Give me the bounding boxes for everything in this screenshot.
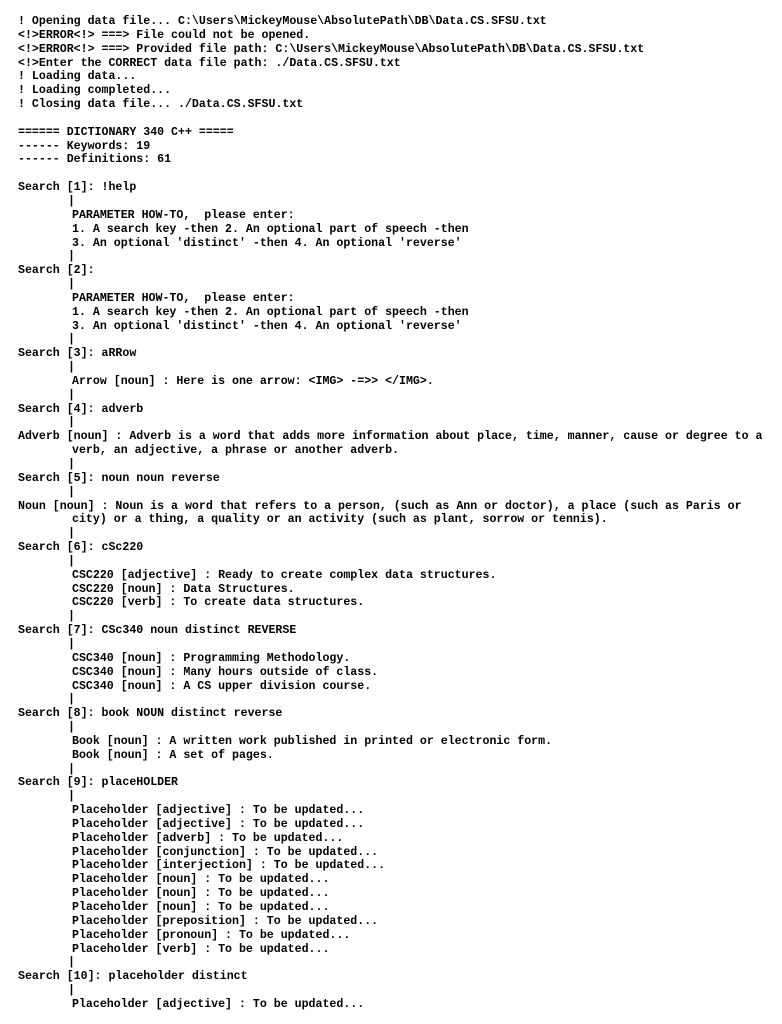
blank-line	[18, 167, 776, 181]
result-line-wrapped: Adverb [noun] : Adverb is a word that adds more information about place, time, manner, cause or degree to a verb, an adjective, a phrase or another adverb.	[18, 430, 770, 458]
terminal-line: ------ Definitions: 61	[18, 153, 172, 167]
terminal-line: Search [3]: aRRow	[18, 347, 137, 361]
terminal-line: <!>ERROR<!> ===> File could not be opened.	[18, 28, 311, 42]
terminal-line: <!>ERROR<!> ===> Provided file path: C:\Users\MickeyMouse\AbsolutePath\DB\Data.CS.SFSU.txt	[18, 42, 645, 56]
result-line: Book [noun] : A set of pages.	[72, 748, 274, 762]
pipe-marker: |	[68, 610, 75, 624]
result-line: Placeholder [interjection] : To be updated...	[72, 859, 386, 873]
result-line: CSC220 [adjective] : Ready to create complex data structures.	[72, 568, 497, 582]
pipe-marker: |	[68, 416, 75, 430]
terminal-line: <!>Enter the CORRECT data file path: ./Data.CS.SFSU.txt	[18, 56, 401, 70]
result-line: 1. A search key -then 2. An optional part of speech -then	[72, 222, 469, 236]
pipe-marker: |	[68, 361, 75, 375]
pipe-marker: |	[68, 984, 75, 998]
result-line: 3. An optional 'distinct' -then 4. An optional 'reverse'	[72, 319, 462, 333]
result-line: CSC220 [verb] : To create data structures.	[72, 596, 365, 610]
terminal-line: Search [8]: book NOUN distinct reverse	[18, 707, 283, 721]
pipe-marker: |	[68, 250, 75, 264]
pipe-marker: |	[68, 554, 75, 568]
result-line: Placeholder [preposition] : To be updated...	[72, 914, 379, 928]
result-line: 1. A search key -then 2. An optional part of speech -then	[72, 305, 469, 319]
result-line: CSC220 [noun] : Data Structures.	[72, 582, 295, 596]
pipe-marker: |	[68, 956, 75, 970]
pipe-marker: |	[68, 721, 75, 735]
result-line: CSC340 [noun] : A CS upper division course.	[72, 679, 372, 693]
pipe-marker: |	[68, 388, 75, 402]
result-line: PARAMETER HOW-TO, please enter:	[72, 291, 295, 305]
terminal-line: ! Opening data file... C:\Users\MickeyMouse\AbsolutePath\DB\Data.CS.SFSU.txt	[18, 15, 547, 28]
result-line: Book [noun] : A written work published in printed or electronic form.	[72, 734, 553, 748]
pipe-marker: |	[68, 485, 75, 499]
terminal-line: ! Loading completed...	[18, 84, 172, 98]
result-line-wrapped: Noun [noun] : Noun is a word that refers to a person, (such as Ann or doctor), a place (such as Paris or city) or a thing, a quality or an activity (such as plant, sorrow or tennis).	[18, 499, 749, 527]
terminal-line: ! Loading data...	[18, 70, 137, 84]
pipe-marker: |	[68, 693, 75, 707]
terminal-line: Search [9]: placeHOLDER	[18, 776, 179, 790]
terminal-line: Search [2]:	[18, 264, 95, 278]
pipe-marker: |	[68, 278, 75, 292]
pipe-marker: |	[68, 637, 75, 651]
pipe-marker: |	[68, 458, 75, 471]
result-line: Placeholder [adjective] : To be updated...	[72, 804, 365, 818]
terminal-line: Search [6]: cSc220	[18, 541, 144, 555]
terminal-line: Search [5]: noun noun reverse	[18, 471, 220, 485]
result-line: Placeholder [noun] : To be updated...	[72, 901, 330, 914]
result-line: 3. An optional 'distinct' -then 4. An optional 'reverse'	[72, 236, 462, 250]
pipe-marker: |	[68, 194, 75, 208]
terminal-line: Search [1]: !help	[18, 181, 137, 195]
terminal-line: ! Closing data file... ./Data.CS.SFSU.txt	[18, 98, 304, 112]
pipe-marker: |	[68, 333, 75, 347]
result-line: Placeholder [adjective] : To be updated...	[72, 817, 365, 831]
blank-line	[18, 112, 776, 126]
result-line: Placeholder [verb] : To be updated...	[72, 942, 330, 956]
result-line: Placeholder [adverb] : To be updated...	[72, 831, 344, 845]
result-line: CSC340 [noun] : Many hours outside of class.	[72, 665, 379, 679]
result-line: CSC340 [noun] : Programming Methodology.	[72, 651, 351, 665]
result-line: Placeholder [noun] : To be updated...	[72, 887, 330, 901]
result-line: PARAMETER HOW-TO, please enter:	[72, 208, 295, 222]
terminal-line: ------ Keywords: 19	[18, 139, 151, 153]
terminal-line: Search [7]: CSc340 noun distinct REVERSE	[18, 624, 297, 638]
pipe-marker: |	[68, 762, 75, 776]
result-line: Placeholder [conjunction] : To be updated...	[72, 845, 379, 859]
terminal-line: Search [4]: adverb	[18, 402, 144, 416]
result-line: Placeholder [adjective] : To be updated...	[72, 997, 365, 1011]
terminal-line: Search [10]: placeholder distinct	[18, 970, 248, 984]
result-line: Placeholder [pronoun] : To be updated...	[72, 928, 351, 942]
terminal-line: ====== DICTIONARY 340 C++ =====	[18, 125, 234, 139]
pipe-marker: |	[68, 790, 75, 804]
pipe-marker: |	[68, 527, 75, 541]
result-line: Arrow [noun] : Here is one arrow: <IMG> -=>> </IMG>.	[72, 374, 434, 388]
result-line: Placeholder [noun] : To be updated...	[72, 873, 330, 887]
